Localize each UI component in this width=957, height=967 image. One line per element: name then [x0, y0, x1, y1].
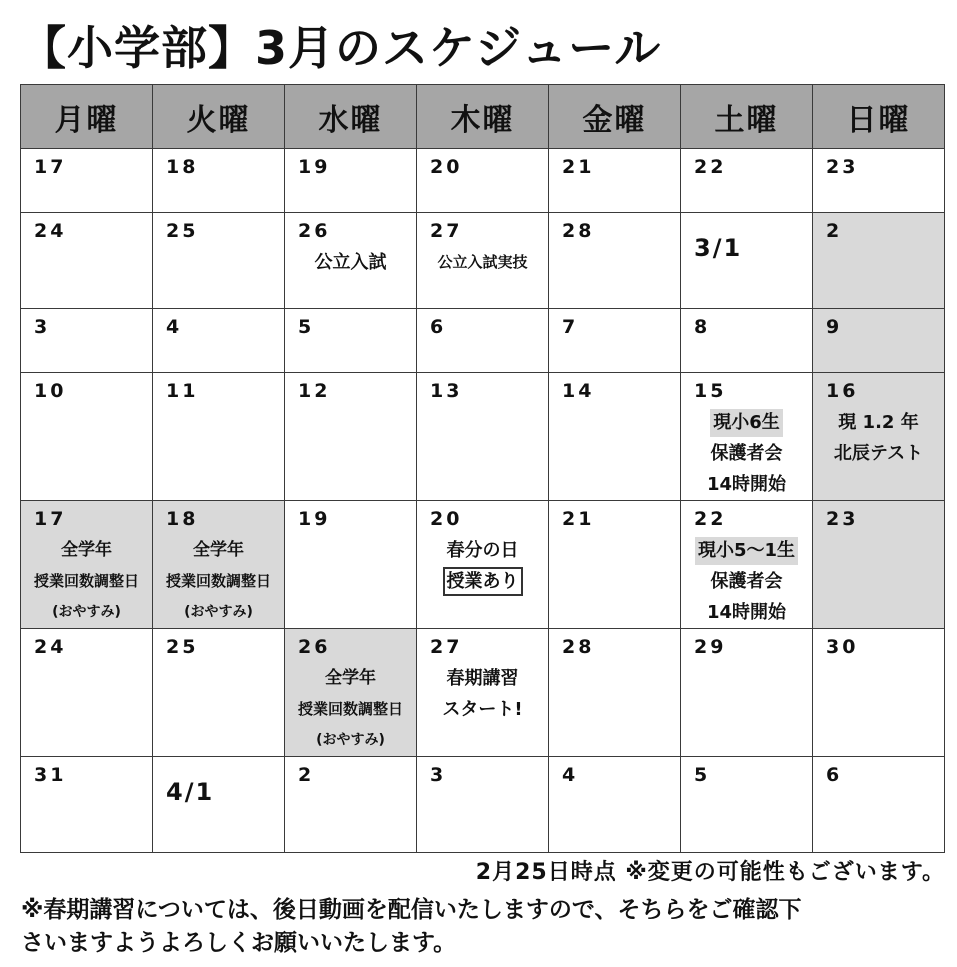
- day-cell: [549, 501, 681, 629]
- day-number: 19: [298, 156, 331, 178]
- event-label: 授業回数調整日: [33, 572, 139, 590]
- day-number: 28: [562, 636, 595, 658]
- day-number: 25: [166, 636, 199, 658]
- day-number: 20: [430, 156, 463, 178]
- day-number: 2: [298, 764, 315, 786]
- day-cell: [21, 149, 153, 213]
- event-label: 北辰テスト: [833, 443, 924, 464]
- day-number: 27: [430, 636, 463, 658]
- day-cell: [285, 629, 417, 757]
- event-label: 全学年: [61, 540, 112, 560]
- day-cell: [21, 309, 153, 373]
- day-number: 26: [298, 636, 331, 658]
- day-cell: [21, 373, 153, 501]
- day-number: 4: [562, 764, 579, 786]
- calendar-grid: [20, 84, 945, 853]
- day-number: 30: [826, 636, 859, 658]
- day-number: 22: [694, 508, 727, 530]
- day-events: [417, 535, 548, 597]
- day-number: 18: [166, 156, 199, 178]
- day-cell: [285, 501, 417, 629]
- day-events: [285, 663, 416, 756]
- event-label: 全学年: [193, 540, 244, 560]
- day-number: 10: [34, 380, 67, 402]
- month-start-date: 4/1: [166, 778, 215, 806]
- day-cell: [549, 309, 681, 373]
- footer-note-line: さいますようよろしくお願いいたします。: [21, 930, 457, 956]
- day-cell: [417, 149, 549, 213]
- event-label: 春分の日: [446, 540, 519, 561]
- day-number: 29: [694, 636, 727, 658]
- day-cell: [549, 373, 681, 501]
- day-number: 9: [826, 316, 843, 338]
- day-cell: [153, 149, 285, 213]
- day-cell: [681, 757, 813, 853]
- event-label: スタート!: [442, 699, 523, 720]
- day-number: 3: [34, 316, 51, 338]
- day-cell: [813, 309, 945, 373]
- day-number: 17: [34, 508, 67, 530]
- day-number: 24: [34, 220, 67, 242]
- day-cell: [549, 149, 681, 213]
- day-cell: [153, 757, 285, 853]
- day-cell: [417, 373, 549, 501]
- day-number: 6: [430, 316, 447, 338]
- event-label-highlighted: 現小5～1生: [695, 537, 798, 565]
- day-cell: [813, 149, 945, 213]
- day-cell: [417, 309, 549, 373]
- day-cell: [549, 629, 681, 757]
- event-label: 保護者会: [710, 443, 783, 464]
- day-cell: [417, 213, 549, 309]
- weekday-header: 金曜: [549, 85, 681, 149]
- event-line: [417, 566, 548, 597]
- event-label: 14時開始: [706, 474, 787, 495]
- day-number: 24: [34, 636, 67, 658]
- day-cell: [21, 501, 153, 629]
- weekday-header: 木曜: [417, 85, 549, 149]
- footer-note-line: ※春期講習については、後日動画を配信いたしますので、そちらをご確認下: [21, 897, 802, 923]
- day-number: 26: [298, 220, 331, 242]
- day-cell: [681, 213, 813, 309]
- weekday-header: 日曜: [813, 85, 945, 149]
- event-label: 全学年: [325, 668, 376, 688]
- day-number: 2: [826, 220, 843, 242]
- day-number: 28: [562, 220, 595, 242]
- day-number: 23: [826, 156, 859, 178]
- weekday-header: 水曜: [285, 85, 417, 149]
- day-cell: [153, 309, 285, 373]
- day-number: 19: [298, 508, 331, 530]
- day-number: 31: [34, 764, 67, 786]
- day-number: 4: [166, 316, 183, 338]
- day-number: 8: [694, 316, 711, 338]
- event-label: (おやすみ): [52, 604, 121, 620]
- day-number: 7: [562, 316, 579, 338]
- day-cell: [681, 629, 813, 757]
- event-line: [681, 535, 812, 566]
- event-label: 公立入試実技: [437, 253, 528, 271]
- day-cell: [417, 757, 549, 853]
- day-cell: [21, 757, 153, 853]
- day-cell: [681, 501, 813, 629]
- day-number: 27: [430, 220, 463, 242]
- day-cell: [285, 213, 417, 309]
- day-cell: [285, 757, 417, 853]
- day-number: 20: [430, 508, 463, 530]
- day-events: [681, 535, 812, 628]
- day-events: [417, 247, 548, 278]
- day-number: 13: [430, 380, 463, 402]
- day-number: 22: [694, 156, 727, 178]
- event-label-highlighted: 現小6生: [710, 409, 783, 437]
- day-number: 14: [562, 380, 595, 402]
- day-number: 15: [694, 380, 727, 402]
- day-number: 5: [298, 316, 315, 338]
- day-events: [813, 407, 944, 469]
- day-events: [417, 663, 548, 725]
- day-events: [681, 407, 812, 500]
- event-label: 春期講習: [446, 668, 519, 689]
- day-cell: [813, 757, 945, 853]
- day-events: [153, 535, 284, 628]
- event-label-boxed: 授業あり: [443, 567, 523, 596]
- event-label: 14時開始: [706, 602, 787, 623]
- day-events: [21, 535, 152, 628]
- day-number: 6: [826, 764, 843, 786]
- day-cell: [681, 373, 813, 501]
- day-cell: [153, 501, 285, 629]
- day-number: 5: [694, 764, 711, 786]
- day-cell: [417, 501, 549, 629]
- event-label: (おやすみ): [316, 732, 385, 748]
- day-cell: [21, 629, 153, 757]
- as-of-notice: 2月25日時点 ※変更の可能性もございます。: [475, 860, 945, 885]
- day-number: 21: [562, 508, 595, 530]
- day-number: 16: [826, 380, 859, 402]
- day-cell: [549, 757, 681, 853]
- day-events: [285, 247, 416, 278]
- day-number: 12: [298, 380, 331, 402]
- day-cell: [21, 213, 153, 309]
- day-cell: [417, 629, 549, 757]
- day-cell: [813, 629, 945, 757]
- day-cell: [153, 213, 285, 309]
- day-cell: [549, 213, 681, 309]
- event-label: 現 1.2 年: [838, 412, 919, 433]
- weekday-header: 月曜: [21, 85, 153, 149]
- month-start-date: 3/1: [694, 234, 743, 262]
- day-cell: [813, 501, 945, 629]
- day-cell: [285, 149, 417, 213]
- event-label: (おやすみ): [184, 604, 253, 620]
- day-cell: [681, 309, 813, 373]
- event-label: 授業回数調整日: [297, 700, 403, 718]
- day-cell: [813, 373, 945, 501]
- day-number: 18: [166, 508, 199, 530]
- day-cell: [681, 149, 813, 213]
- day-number: 3: [430, 764, 447, 786]
- event-label: 公立入試: [314, 252, 387, 273]
- page-title: 【小学部】3月のスケジュール: [20, 21, 662, 75]
- day-number: 23: [826, 508, 859, 530]
- day-number: 11: [166, 380, 199, 402]
- weekday-header: 土曜: [681, 85, 813, 149]
- event-label: 保護者会: [710, 571, 783, 592]
- day-cell: [153, 373, 285, 501]
- event-label: 授業回数調整日: [165, 572, 271, 590]
- day-cell: [153, 629, 285, 757]
- day-cell: [285, 373, 417, 501]
- day-cell: [813, 213, 945, 309]
- day-number: 25: [166, 220, 199, 242]
- weekday-header: 火曜: [153, 85, 285, 149]
- day-number: 17: [34, 156, 67, 178]
- event-line: [681, 407, 812, 438]
- day-number: 21: [562, 156, 595, 178]
- day-cell: [285, 309, 417, 373]
